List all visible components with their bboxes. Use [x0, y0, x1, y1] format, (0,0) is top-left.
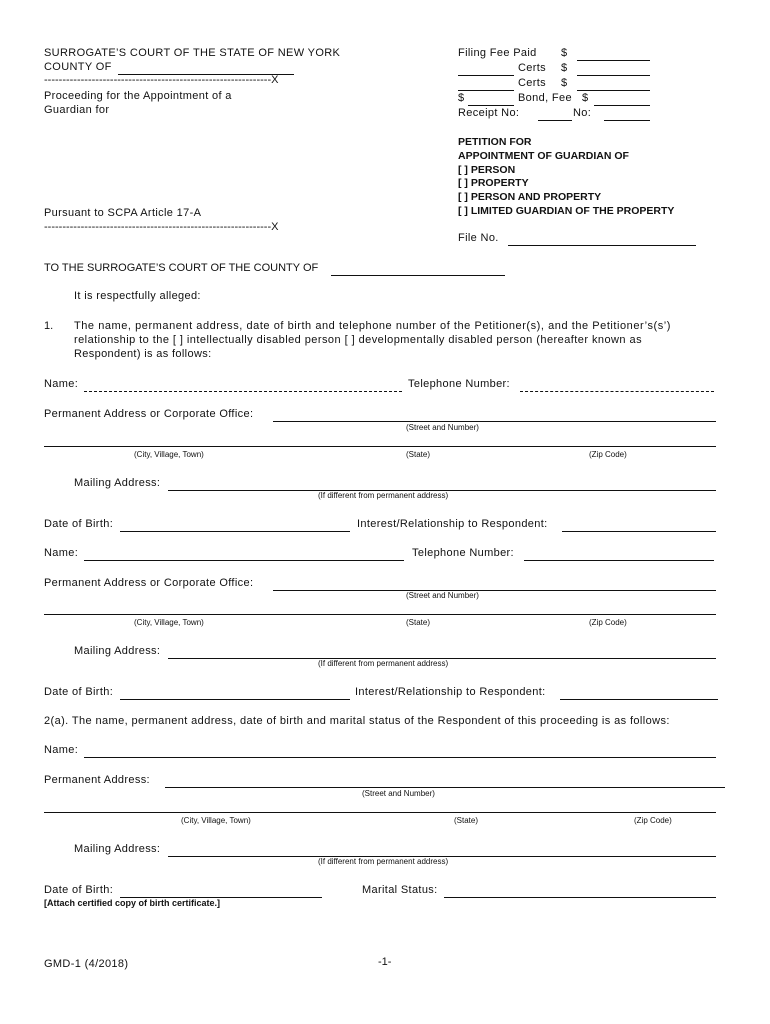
caption-divider-bottom: --------------------------------------------------------------X	[44, 221, 279, 233]
interest-label: Interest/Relationship to Respondent:	[357, 518, 548, 530]
para-1-line-3: Respondent) is as follows:	[74, 348, 212, 360]
dob-label: Date of Birth:	[44, 686, 114, 698]
state-caption: (State)	[406, 618, 431, 627]
name-label: Name:	[44, 547, 79, 559]
county-label: COUNTY OF	[44, 61, 112, 73]
interest-label: Interest/Relationship to Respondent:	[355, 686, 546, 698]
zip-caption: (Zip Code)	[589, 618, 627, 627]
perm-address-label: Permanent Address or Corporate Office:	[44, 408, 254, 420]
petitioner-2-telephone-field[interactable]	[524, 547, 714, 561]
perm-address-label: Permanent Address or Corporate Office:	[44, 577, 254, 589]
petitioner-1-city-state-zip-field[interactable]	[44, 433, 716, 447]
receipt-label: Receipt No:	[458, 107, 520, 119]
petitioner-2-dob-field[interactable]	[120, 686, 350, 700]
street-caption: (Street and Number)	[406, 423, 479, 432]
county-field[interactable]	[118, 61, 294, 75]
dollar-sign: $	[561, 77, 568, 89]
street-caption: (Street and Number)	[406, 591, 479, 600]
dob-label: Date of Birth:	[44, 518, 114, 530]
receipt-no-field[interactable]	[538, 107, 572, 121]
petitioner-1-interest-field[interactable]	[562, 518, 716, 532]
petitioner-2-mailing-field[interactable]	[168, 645, 716, 659]
state-caption: (State)	[406, 450, 431, 459]
city-caption: (City, Village, Town)	[134, 450, 204, 459]
state-caption: (State)	[454, 816, 479, 825]
certs-label: Certs	[518, 77, 547, 89]
file-no-field[interactable]	[508, 232, 696, 246]
if-different-caption: (If different from permanent address)	[318, 491, 449, 500]
proceeding-line-1: Proceeding for the Appointment of a	[44, 90, 232, 102]
caption-divider-top: --------------------------------------------------------------X	[44, 74, 279, 86]
petitioner-2-street-field[interactable]	[273, 577, 716, 591]
respondent-mailing-field[interactable]	[168, 843, 716, 857]
filing-fee-label: Filing Fee Paid	[458, 47, 537, 59]
certs-label: Certs	[518, 62, 547, 74]
petitioner-2-interest-field[interactable]	[560, 686, 718, 700]
para-1-number: 1.	[44, 320, 54, 332]
zip-caption: (Zip Code)	[589, 450, 627, 459]
name-label: Name:	[44, 744, 79, 756]
no-field[interactable]	[604, 107, 650, 121]
petitioner-2-name-field[interactable]	[84, 547, 404, 561]
petition-title-1: PETITION FOR	[458, 136, 532, 148]
no-label: No:	[573, 107, 592, 119]
alleged-line: It is respectfully alleged:	[74, 290, 201, 302]
if-different-caption: (If different from permanent address)	[318, 857, 449, 866]
file-no-label: File No.	[458, 232, 499, 244]
certs-count-field-1[interactable]	[458, 62, 514, 76]
option-person[interactable]: [ ] PERSON	[458, 164, 516, 176]
form-id: GMD-1 (4/2018)	[44, 958, 129, 970]
filing-fee-field[interactable]	[577, 47, 650, 61]
marital-label: Marital Status:	[362, 884, 438, 896]
respondent-city-state-zip-field[interactable]	[44, 799, 716, 813]
respondent-street-field[interactable]	[165, 774, 725, 788]
zip-caption: (Zip Code)	[634, 816, 672, 825]
bond-fee-label: Bond, Fee	[518, 92, 572, 104]
mailing-label: Mailing Address:	[74, 843, 161, 855]
proceeding-line-2: Guardian for	[44, 104, 110, 116]
telephone-label: Telephone Number:	[412, 547, 514, 559]
certs-amount-field-2[interactable]	[577, 77, 650, 91]
para-2a: 2(a). The name, permanent address, date of birth and marital status of the Respondent of this proceeding is as follows:	[44, 715, 670, 727]
name-label: Name:	[44, 378, 79, 390]
page-number: -1-	[378, 956, 392, 968]
if-different-caption: (If different from permanent address)	[318, 659, 449, 668]
dollar-sign: $	[561, 47, 568, 59]
court-county-field[interactable]	[331, 262, 505, 276]
court-title: SURROGATE’S COURT OF THE STATE OF NEW YORK	[44, 47, 341, 59]
certs-count-field-2[interactable]	[458, 77, 514, 91]
option-person-and-property[interactable]: [ ] PERSON AND PROPERTY	[458, 191, 602, 203]
dollar-sign: $	[582, 92, 589, 104]
dollar-sign: $	[458, 92, 465, 104]
respondent-dob-field[interactable]	[120, 884, 322, 898]
bond-fee-field[interactable]	[594, 92, 650, 106]
city-caption: (City, Village, Town)	[181, 816, 251, 825]
telephone-label: Telephone Number:	[408, 378, 510, 390]
para-1-line-1: The name, permanent address, date of birth and telephone number of the Petitioner(s), and the Petitioner’s(s’)	[74, 320, 671, 332]
respondent-name-field[interactable]	[84, 744, 716, 758]
petitioner-1-mailing-field[interactable]	[168, 477, 716, 491]
dollar-sign: $	[561, 62, 568, 74]
mailing-label: Mailing Address:	[74, 477, 161, 489]
petitioner-1-street-field[interactable]	[273, 408, 716, 422]
para-1-line-2: relationship to the [ ] intellectually disabled person [ ] developmentally disabled person (hereafter known as	[74, 334, 643, 346]
street-caption: (Street and Number)	[362, 789, 435, 798]
petitioner-1-name-field[interactable]	[84, 378, 402, 392]
petitioner-1-dob-field[interactable]	[120, 518, 350, 532]
to-court-line: TO THE SURROGATE’S COURT OF THE COUNTY OF	[44, 262, 319, 274]
city-caption: (City, Village, Town)	[134, 618, 204, 627]
petitioner-1-telephone-field[interactable]	[520, 378, 714, 392]
dob-label: Date of Birth:	[44, 884, 114, 896]
respondent-marital-field[interactable]	[444, 884, 716, 898]
option-property[interactable]: [ ] PROPERTY	[458, 177, 529, 189]
mailing-label: Mailing Address:	[74, 645, 161, 657]
pursuant-statute: Pursuant to SCPA Article 17-A	[44, 207, 202, 219]
bond-amount-field[interactable]	[468, 92, 514, 106]
perm-address-label: Permanent Address:	[44, 774, 150, 786]
petitioner-2-city-state-zip-field[interactable]	[44, 601, 716, 615]
petition-title-2: APPOINTMENT OF GUARDIAN OF	[458, 150, 629, 162]
certs-amount-field-1[interactable]	[577, 62, 650, 76]
attach-note: [Attach certified copy of birth certificate.]	[44, 898, 221, 908]
option-limited-guardian[interactable]: [ ] LIMITED GUARDIAN OF THE PROPERTY	[458, 205, 675, 217]
